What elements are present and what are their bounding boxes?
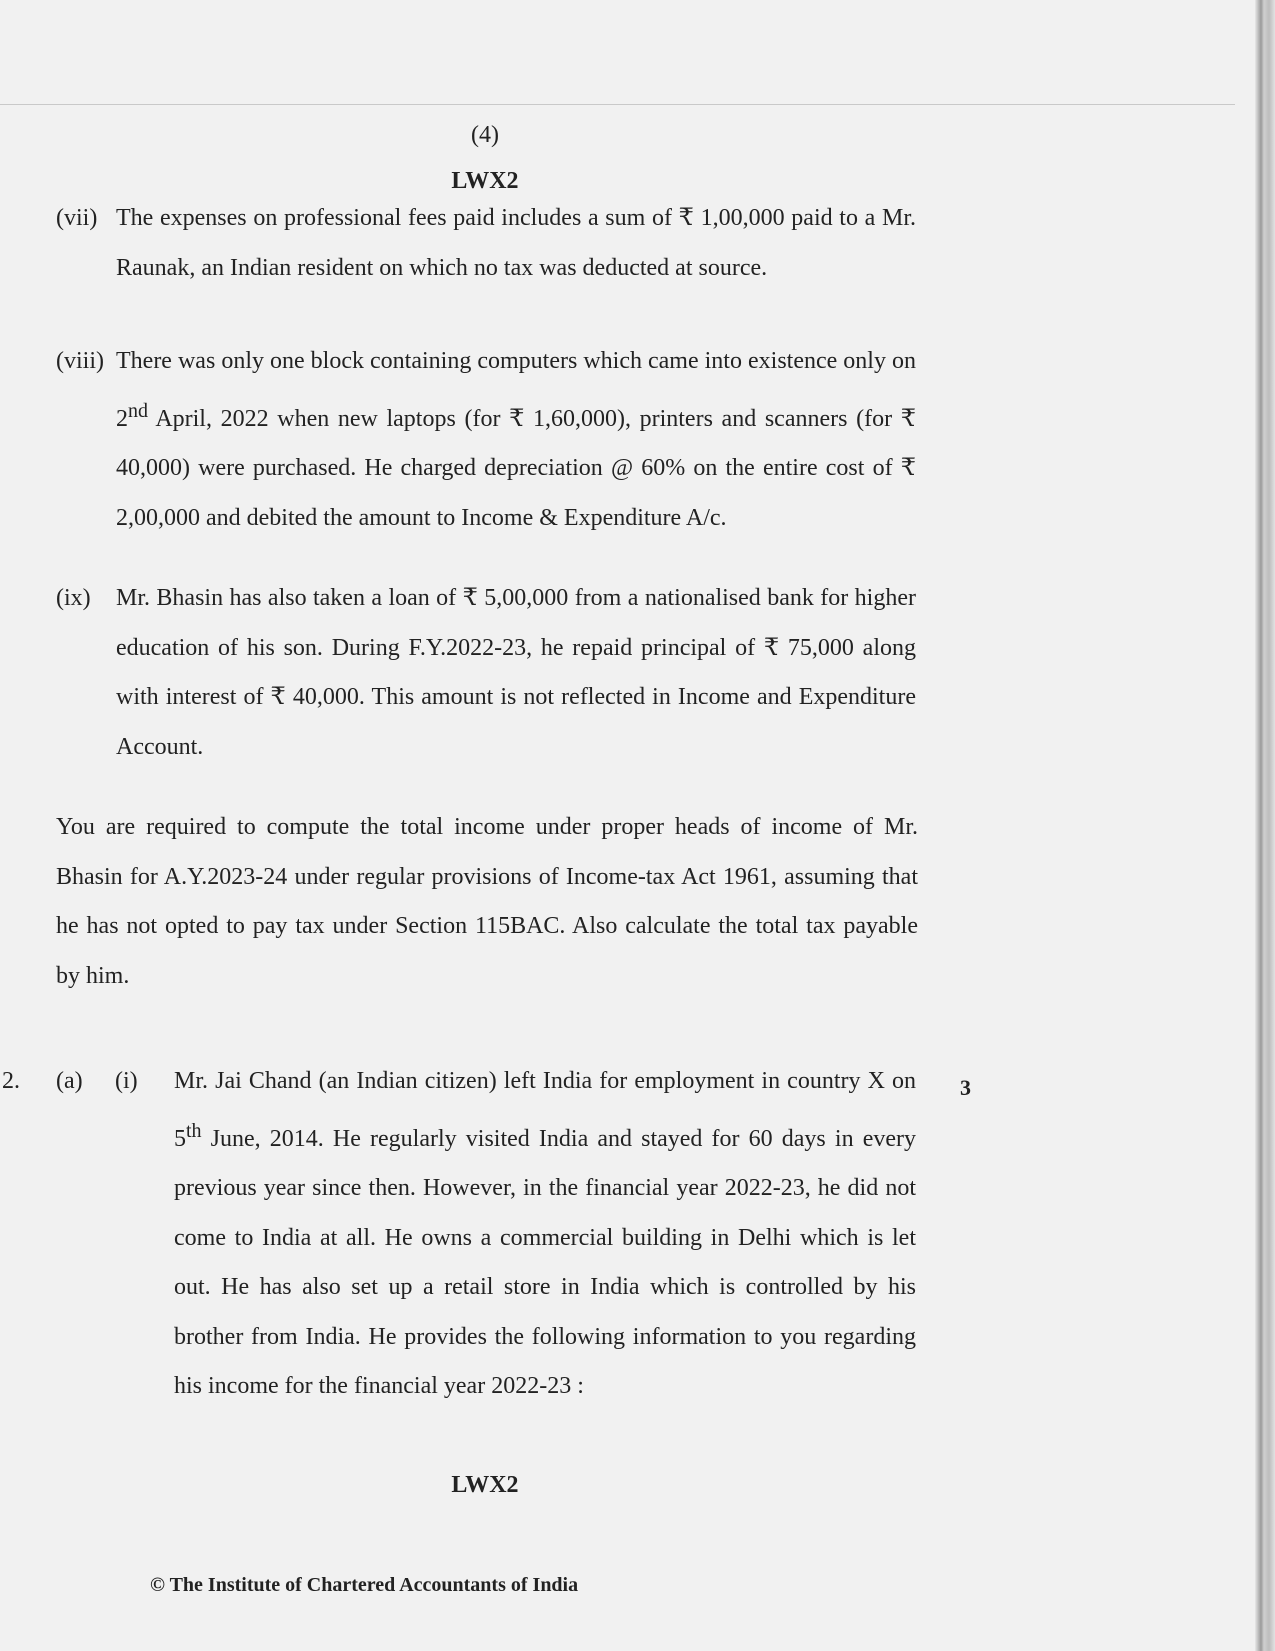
- list-item-vii: [56, 194, 916, 293]
- ordinal-suffix: nd: [128, 399, 148, 422]
- question-subpart: (i): [115, 1068, 138, 1094]
- paper-code-footer: LWX2: [451, 1472, 519, 1498]
- item-text: There was only one block containing computers which came into existence only on 2nd April, 2022 when new laptops (for ₹ 1,60,000), printers and scanners (for ₹ 40,000) were purchased. He charged depreciation @ 60% on the entire cost of ₹ 2,00,000 and debited the amount to Income & Expenditure A/c.: [116, 348, 916, 531]
- copyright-notice: © The Institute of Chartered Accountants of India: [150, 1574, 579, 1596]
- item-text: Mr. Bhasin has also taken a loan of ₹ 5,00,000 from a nationalised bank for higher education of his son. During F.Y.2022-23, he repaid principal of ₹ 75,000 along with interest of ₹ 40,000. This amount is not reflected in Income and Expenditure Account.: [116, 585, 916, 760]
- marks-label: 3: [960, 1075, 971, 1100]
- item-number: (ix): [56, 585, 91, 611]
- ordinal-suffix: th: [186, 1119, 202, 1142]
- item-text: The expenses on professional fees paid includes a sum of ₹ 1,00,000 paid to a Mr. Raunak, an Indian resident on which no tax was deducted at source.: [116, 205, 916, 281]
- page-edge-shadow: [1255, 0, 1275, 1651]
- question-text: Mr. Jai Chand (an Indian citizen) left India for employment in country X on 5th June, 2014. He regularly visited India and stayed for 60 days in every previous year since then. However, in the financial year 2022-23, he did not come to India at all. He owns a commercial building in Delhi which is let out. He has also set up a retail store in India which is controlled by his brother from India. He provides the following information to you regarding his income for the financial year 2022-23 :: [174, 1068, 916, 1399]
- list-item-viii: [56, 337, 916, 543]
- item-number: (viii): [56, 348, 104, 374]
- page-number: (4): [471, 122, 499, 148]
- item-number: (vii): [56, 205, 98, 231]
- list-item-ix: [56, 574, 916, 772]
- question-instruction: You are required to compute the total income under proper heads of income of Mr. Bhasin for A.Y.2023-24 under regular provisions of Income-tax Act 1961, assuming that he has not opted to pay tax under Section 115BAC. Also calculate the total tax payable by him.: [56, 814, 918, 989]
- scan-border-line: [0, 104, 1235, 105]
- paper-code-header: LWX2: [451, 168, 519, 194]
- question-part: (a): [56, 1068, 83, 1094]
- question-number: 2.: [2, 1068, 20, 1094]
